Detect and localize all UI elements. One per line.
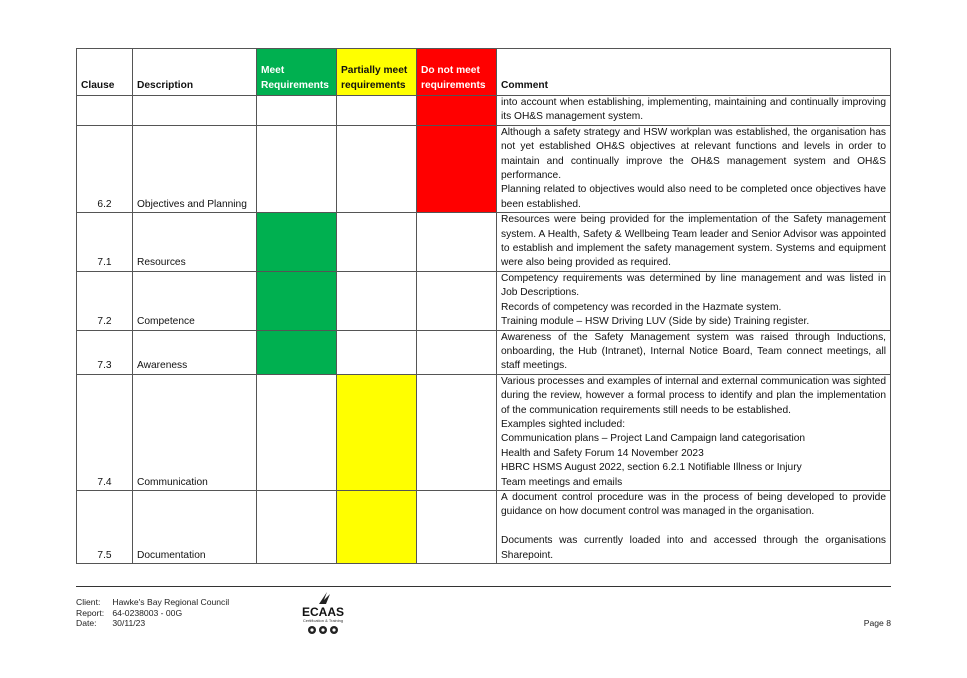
logo-subtext: Certification & Training [302,618,344,623]
row-clause: 7.2 [77,271,133,330]
header-description: Description [133,49,257,96]
status-cell-meet [257,330,337,374]
table-row [77,213,891,272]
footer-report [76,608,229,619]
row-comment [497,125,891,212]
report-label: Report: [76,607,105,618]
row-comment [497,490,891,563]
status-cell-not-meet [417,213,497,272]
footer-info [76,597,229,629]
header-meet-requirements: Meet Requirements [257,49,337,96]
row-comment [497,96,891,126]
footer-divider [76,586,891,587]
header-clause: Clause [77,49,133,96]
table-row [77,96,891,126]
status-cell-partially [337,330,417,374]
comment-line: Records of competency was recorded in the Hazmate system. [501,301,782,313]
date-value: 30/11/23 [112,618,146,629]
header-comment: Comment [497,49,891,96]
status-cell-meet [257,125,337,212]
row-comment [497,213,891,272]
status-cell-partially [337,271,417,330]
table-row [77,125,891,212]
status-cell-not-meet [417,374,497,490]
comment-line: Team meetings and emails [501,476,623,488]
row-clause: 7.4 [77,374,133,490]
header-partially-meet: Partially meet requirements [337,49,417,96]
header-row [77,49,891,96]
status-cell-partially [337,213,417,272]
status-cell-partially [337,96,417,126]
comment-line: A document control procedure was in the process of being developed to provide guidance on how document control was managed in the organisation. [501,491,886,518]
date-label: Date: [76,618,97,629]
row-comment [497,330,891,374]
status-cell-meet [257,374,337,490]
client-label: Client: [76,597,101,607]
comment-line: Training module – HSW Driving LUV (Side by side) Training register. [501,316,810,328]
status-cell-not-meet [417,271,497,330]
status-cell-meet [257,213,337,272]
comment-line: into account when establishing, implementing, maintaining and continually improving its OH&S management system. [501,97,886,123]
status-cell-partially [337,374,417,490]
table-row [77,330,891,374]
row-comment [497,374,891,490]
table-body [77,96,891,564]
status-cell-not-meet [417,490,497,563]
comment-line [501,520,886,534]
comment-line: Although a safety strategy and HSW workplan was established, the organisation has not yet established OH&S objectives at relevant functions and levels in order to maintain and continually improve the OH&S management system and OH&S performance. [501,126,886,182]
row-clause [77,96,133,126]
row-description: Resources [133,213,257,272]
ecaas-logo [297,590,349,638]
row-clause: 7.3 [77,330,133,374]
status-cell-meet [257,490,337,563]
status-cell-not-meet [417,96,497,126]
row-clause: 6.2 [77,125,133,212]
footer-client [76,597,229,608]
page-number: Page 8 [863,618,891,628]
report-value: 64-0238003 - 00G [112,607,183,618]
comment-line: Health and Safety Forum 14 November 2023 [501,447,704,459]
row-description: Communication [133,374,257,490]
table-row [77,490,891,563]
row-comment [497,271,891,330]
comment-line: Examples sighted included: [501,418,626,430]
comment-line: Various processes and examples of internal and external communication was sighted during the review, however a formal process to identify and plan the implementation of the communication requirements still needs to be established. [501,375,886,416]
client-value: Hawke's Bay Regional Council [112,597,230,607]
row-description: Objectives and Planning [133,125,257,212]
logo-text: ECAAS [301,605,345,619]
row-description: Documentation [133,490,257,563]
table-row [77,374,891,490]
comment-line: Competency requirements was determined by line management and was listed in Job Descriptions. [501,272,886,299]
row-description: Awareness [133,330,257,374]
comment-line: Resources were being provided for the implementation of the Safety management system. A Health, Safety & Wellbeing Team leader and Senior Advisor was appointed to establish and implement the safety management system. Systems and equipment were also being provided as required. [501,214,886,269]
header-do-not-meet: Do not meet requirements [417,49,497,96]
comment-line: Awareness of the Safety Management system was raised through Inductions, onboarding, the Hub (Intranet), Internal Notice Board, Team connect meetings, all staff meetings. [501,331,886,372]
comment-line: Planning related to objectives would also need to be completed once objectives have been established. [501,184,886,210]
row-description: Competence [133,271,257,330]
status-cell-meet [257,96,337,126]
footer-date [76,618,229,629]
status-cell-not-meet [417,330,497,374]
audit-table [76,48,891,564]
comment-line: Documents was currently loaded into and accessed through the organisations Sharepoint. [501,535,886,561]
status-cell-not-meet [417,125,497,212]
table-row [77,271,891,330]
status-cell-meet [257,271,337,330]
row-description [133,96,257,126]
status-cell-partially [337,490,417,563]
comment-line: Communication plans – Project Land Campaign land categorisation [501,433,806,445]
row-clause: 7.1 [77,213,133,272]
row-clause: 7.5 [77,490,133,563]
status-cell-partially [337,125,417,212]
comment-line: HBRC HSMS August 2022, section 6.2.1 Notifiable Illness or Injury [501,462,802,474]
